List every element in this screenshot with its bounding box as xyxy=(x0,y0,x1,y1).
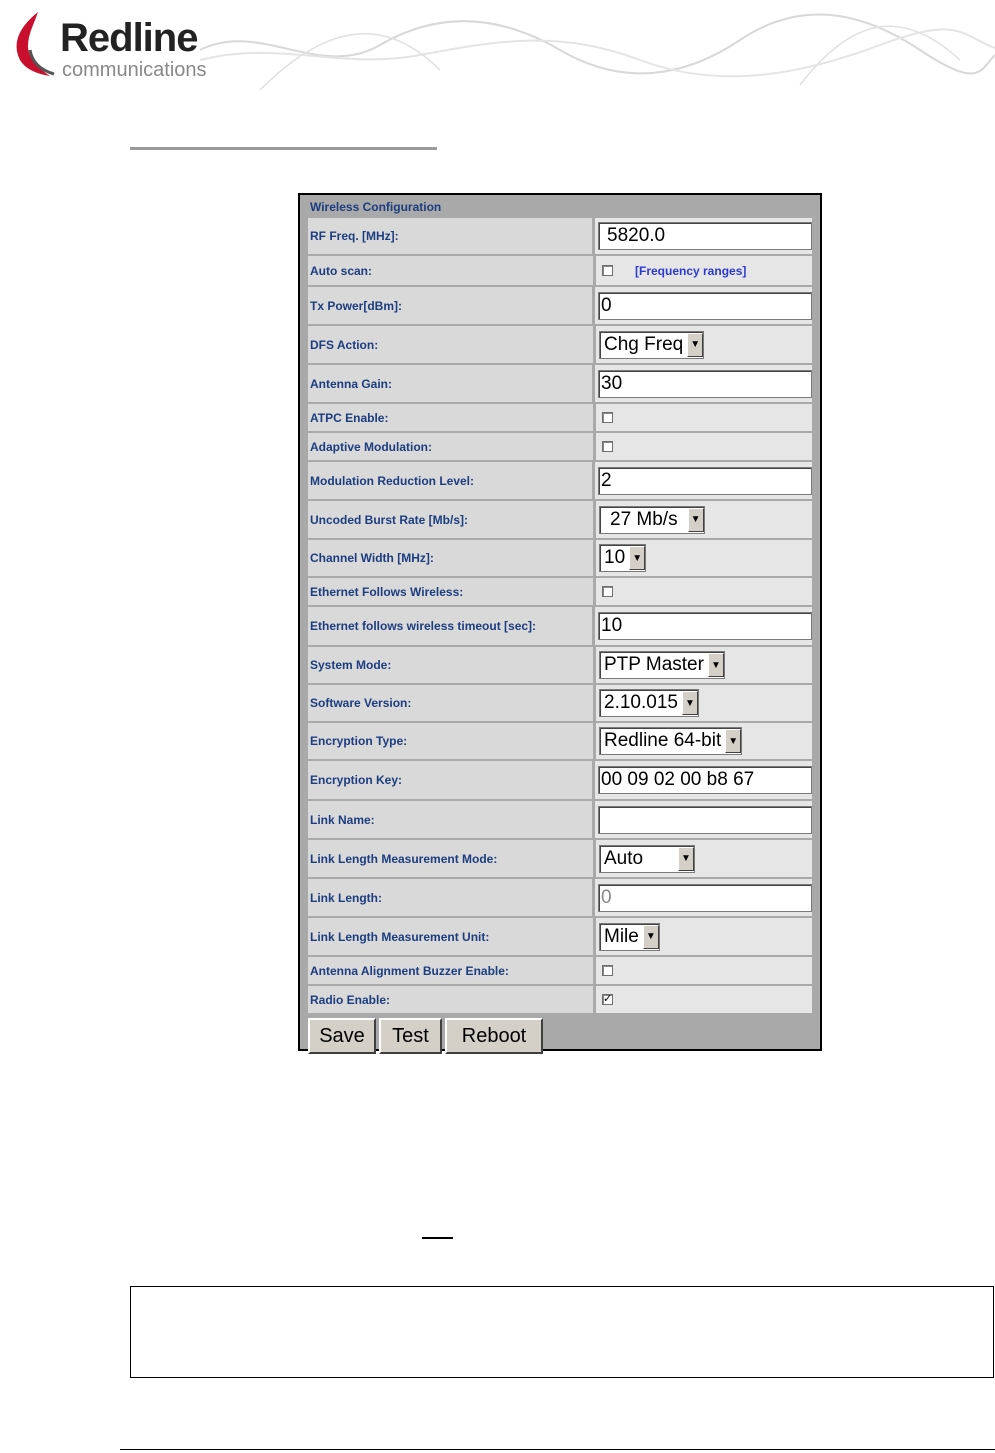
link-length-input[interactable]: 0 xyxy=(598,884,812,912)
auto-scan-checkbox[interactable] xyxy=(602,265,613,276)
link-length-unit-select[interactable] xyxy=(599,923,660,951)
radio-enable-checkbox[interactable]: ✓ xyxy=(603,993,613,1005)
redline-logo-mark-icon xyxy=(8,10,56,80)
encryption-key-label: Encryption Key: xyxy=(308,761,592,799)
chevron-down-icon[interactable]: ▼ xyxy=(708,653,724,677)
row-encryption-type xyxy=(308,721,812,759)
uncoded-burst-rate-select[interactable] xyxy=(599,506,705,534)
tx-power-label: Tx Power[dBm]: xyxy=(308,287,592,324)
rf-freq-label: RF Freq. [MHz]: xyxy=(308,218,592,254)
modulation-reduction-label: Modulation Reduction Level: xyxy=(308,462,592,499)
row-adaptive-modulation xyxy=(308,431,812,460)
radio-enable-label: Radio Enable: xyxy=(308,986,593,1013)
software-version-label: Software Version: xyxy=(308,685,593,721)
row-ethernet-timeout xyxy=(308,605,812,645)
ethernet-follows-checkbox[interactable] xyxy=(602,586,613,597)
antenna-gain-label: Antenna Gain: xyxy=(308,365,592,402)
software-version-select[interactable] xyxy=(599,689,699,717)
row-link-length-mode xyxy=(308,838,812,877)
row-system-mode xyxy=(308,645,812,683)
brand-name: Redline xyxy=(60,16,198,60)
ethernet-timeout-input[interactable]: 10 xyxy=(598,612,812,640)
row-radio-enable xyxy=(308,984,812,1013)
adaptive-modulation-label: Adaptive Modulation: xyxy=(308,433,593,460)
row-software-version xyxy=(308,683,812,721)
chevron-down-icon[interactable]: ▼ xyxy=(688,508,704,532)
chevron-down-icon[interactable]: ▼ xyxy=(643,925,659,949)
chevron-down-icon[interactable]: ▼ xyxy=(629,546,645,570)
link-name-label: Link Name: xyxy=(308,801,592,838)
row-auto-scan xyxy=(308,254,812,285)
button-bar xyxy=(308,1017,812,1055)
link-name-input[interactable] xyxy=(598,806,812,834)
modulation-reduction-input[interactable]: 2 xyxy=(598,467,812,495)
row-channel-width xyxy=(308,538,812,576)
uncoded-burst-rate-value: 27 Mb/s xyxy=(610,508,678,530)
ethernet-timeout-label: Ethernet follows wireless timeout [sec]: xyxy=(308,607,592,645)
system-mode-select[interactable] xyxy=(599,651,725,679)
row-link-length-unit xyxy=(308,916,812,955)
auto-scan-label: Auto scan: xyxy=(308,256,593,285)
reboot-button[interactable]: Reboot xyxy=(445,1018,543,1054)
wireless-configuration-panel xyxy=(298,193,822,1051)
atpc-enable-label: ATPC Enable: xyxy=(308,404,593,431)
uncoded-burst-rate-label: Uncoded Burst Rate [Mb/s]: xyxy=(308,501,593,538)
rf-freq-input[interactable]: 5820.0 xyxy=(598,222,812,250)
row-antenna-gain xyxy=(308,363,812,402)
software-version-value: 2.10.015 xyxy=(604,692,678,713)
row-link-name xyxy=(308,799,812,838)
link-length-mode-value: Auto xyxy=(604,847,644,869)
row-buzzer-enable xyxy=(308,955,812,984)
encryption-type-label: Encryption Type: xyxy=(308,723,593,759)
row-tx-power xyxy=(308,285,812,324)
save-button[interactable]: Save xyxy=(308,1018,376,1054)
brand-subtitle: communications xyxy=(62,59,207,81)
channel-width-select[interactable] xyxy=(599,544,646,572)
test-button[interactable]: Test xyxy=(379,1018,442,1054)
dfs-action-select[interactable] xyxy=(599,331,704,359)
row-encryption-key xyxy=(308,759,812,799)
section-title-rule xyxy=(130,147,437,150)
atpc-enable-checkbox[interactable] xyxy=(602,412,613,423)
dfs-action-value: Chg Freq xyxy=(604,333,684,355)
redline-logo xyxy=(8,10,228,80)
panel-title: Wireless Configuration xyxy=(308,199,812,216)
row-rf-freq xyxy=(308,216,812,254)
text-underline-rule xyxy=(422,1237,453,1239)
row-dfs-action xyxy=(308,324,812,363)
chevron-down-icon[interactable]: ▼ xyxy=(678,847,694,871)
note-box xyxy=(130,1286,994,1378)
link-length-label: Link Length: xyxy=(308,879,592,916)
antenna-gain-input[interactable]: 30 xyxy=(598,370,812,398)
row-uncoded-burst-rate xyxy=(308,499,812,538)
link-length-unit-value: Mile xyxy=(604,925,639,947)
buzzer-enable-label: Antenna Alignment Buzzer Enable: xyxy=(308,957,593,984)
encryption-key-input[interactable]: 00 09 02 00 b8 67 xyxy=(598,766,812,794)
channel-width-value: 10 xyxy=(604,547,626,568)
tx-power-input[interactable]: 0 xyxy=(598,292,812,320)
link-length-mode-select[interactable] xyxy=(599,845,695,873)
buzzer-enable-checkbox[interactable] xyxy=(602,965,613,976)
link-length-unit-label: Link Length Measurement Unit: xyxy=(308,918,593,955)
row-ethernet-follows xyxy=(308,576,812,605)
link-length-mode-label: Link Length Measurement Mode: xyxy=(308,840,593,877)
encryption-type-value: Redline 64-bit xyxy=(604,730,722,751)
frequency-ranges-link[interactable]: [Frequency ranges] xyxy=(635,263,747,278)
header-decoration xyxy=(200,0,995,95)
chevron-down-icon[interactable]: ▼ xyxy=(687,333,703,357)
row-atpc-enable xyxy=(308,402,812,431)
encryption-type-select[interactable] xyxy=(599,727,742,755)
channel-width-label: Channel Width [MHz]: xyxy=(308,540,593,576)
footer-rule xyxy=(120,1449,995,1450)
row-modulation-reduction xyxy=(308,460,812,499)
ethernet-follows-label: Ethernet Follows Wireless: xyxy=(308,578,593,605)
system-mode-value: PTP Master xyxy=(604,654,704,675)
chevron-down-icon[interactable]: ▼ xyxy=(682,691,698,715)
dfs-action-label: DFS Action: xyxy=(308,326,593,363)
row-link-length xyxy=(308,877,812,916)
adaptive-modulation-checkbox[interactable] xyxy=(602,441,613,452)
chevron-down-icon[interactable]: ▼ xyxy=(725,729,741,753)
system-mode-label: System Mode: xyxy=(308,647,593,683)
